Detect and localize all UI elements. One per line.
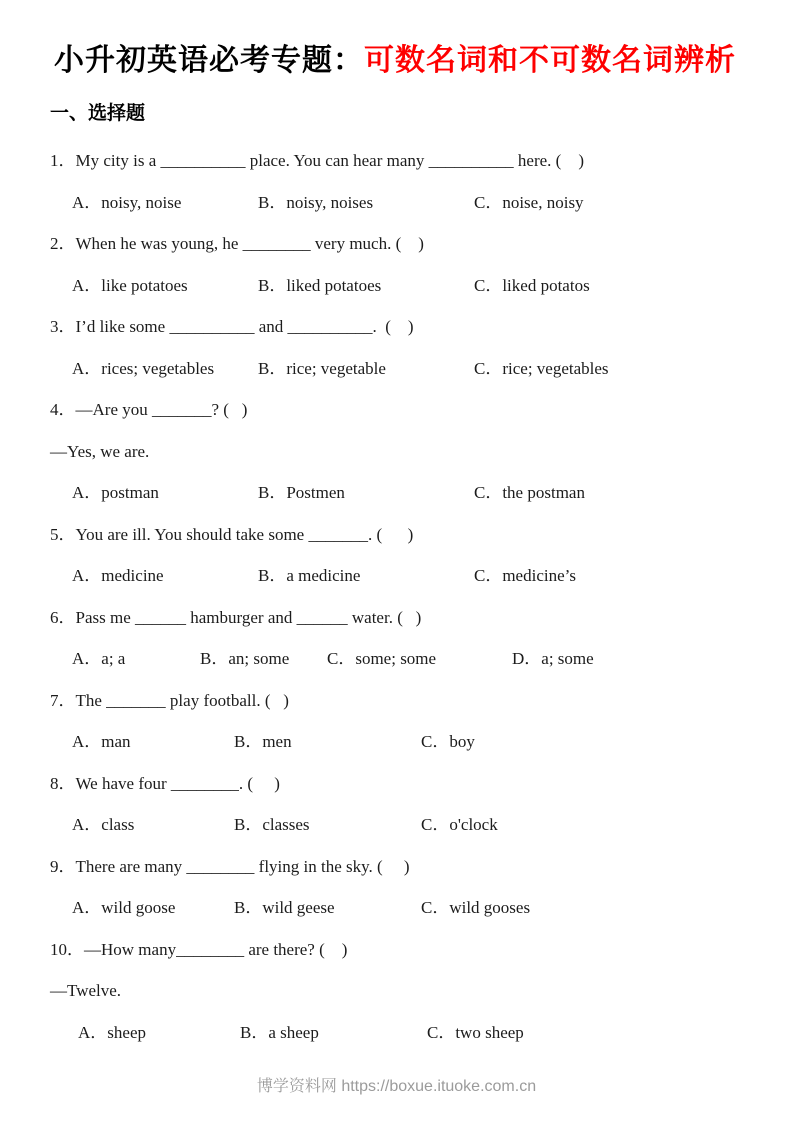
question-9-text: 9．There are many ________ flying in the sky. ( ) bbox=[50, 856, 410, 876]
option-5-b: B．a medicine bbox=[258, 566, 361, 585]
option-2-c: C．liked potatos bbox=[474, 275, 590, 295]
option-7-a: A．man bbox=[72, 732, 131, 751]
option-10-a: A．sheep bbox=[78, 1022, 146, 1042]
option-3-c: C．rice; vegetables bbox=[474, 358, 609, 378]
option-9-b: B．wild geese bbox=[234, 898, 335, 917]
option-5-c: C．medicine’s bbox=[474, 566, 576, 585]
option-9-a: A．wild goose bbox=[72, 898, 176, 917]
question-1-options bbox=[50, 190, 745, 216]
question-6-text: 6．Pass me ______ hamburger and ______ water. ( ) bbox=[50, 607, 422, 627]
option-7-c: C．boy bbox=[421, 732, 475, 751]
option-7-b: B．men bbox=[234, 732, 292, 751]
question-7-text: 7．The _______ play football. ( ) bbox=[50, 690, 289, 710]
option-9-c: C．wild gooses bbox=[421, 898, 531, 917]
option-4-c: C．the postman bbox=[474, 483, 585, 502]
page-title-red: 可数名词和不可数名词辨析 bbox=[364, 44, 736, 77]
option-8-c: C．o'clock bbox=[421, 815, 498, 834]
option-1-c: C．noise, noisy bbox=[474, 192, 584, 212]
question-10-options bbox=[50, 1020, 745, 1046]
question-6-options bbox=[50, 646, 745, 672]
question-4-reply: —Yes, we are. bbox=[50, 441, 150, 461]
option-2-a: A．like potatoes bbox=[72, 275, 188, 295]
question-7-options bbox=[50, 729, 745, 755]
page-footer: 博学资料网 https://boxue.ituoke.com.cn bbox=[256, 1078, 537, 1095]
question-5-options bbox=[50, 563, 745, 589]
question-8-text: 8．We have four ________. ( ) bbox=[50, 773, 280, 793]
page-title bbox=[54, 42, 745, 80]
option-1-a: A．noisy, noise bbox=[72, 192, 182, 212]
question-4-options bbox=[50, 480, 745, 506]
page-title-black: 小升初英语必考专题： bbox=[54, 44, 364, 77]
question-8-options bbox=[50, 812, 745, 838]
section-heading: 一、选择题 bbox=[50, 103, 146, 124]
option-3-b: B．rice; vegetable bbox=[258, 358, 386, 378]
option-8-a: A．class bbox=[72, 815, 135, 834]
question-2-text: 2．When he was young, he ________ very much. ( ) bbox=[50, 234, 424, 253]
option-6-d: D．a; some bbox=[512, 649, 594, 668]
question-2-options bbox=[50, 273, 745, 299]
question-10-text: 10．—How many________ are there? ( ) bbox=[50, 939, 348, 959]
option-3-a: A．rices; vegetables bbox=[72, 358, 215, 378]
option-5-a: A．medicine bbox=[72, 566, 164, 585]
option-8-b: B．classes bbox=[234, 815, 310, 834]
option-6-c: C．some; some bbox=[327, 649, 437, 668]
question-9-options bbox=[50, 895, 745, 921]
question-3-text: 3．I’d like some __________ and __________. ( ) bbox=[50, 317, 414, 336]
option-6-a: A．a; a bbox=[72, 649, 126, 668]
option-4-a: A．postman bbox=[72, 483, 159, 502]
option-1-b: B．noisy, noises bbox=[258, 192, 374, 212]
question-3-options bbox=[50, 356, 745, 382]
option-10-c: C．two sheep bbox=[427, 1022, 524, 1042]
option-6-b: B．an; some bbox=[200, 649, 290, 668]
option-4-b: B．Postmen bbox=[258, 483, 345, 502]
option-10-b: B．a sheep bbox=[240, 1022, 319, 1042]
question-4-text: 4．—Are you _______? ( ) bbox=[50, 400, 248, 419]
question-10-reply: —Twelve. bbox=[50, 981, 122, 1000]
question-5-text: 5．You are ill. You should take some _______. ( ) bbox=[50, 524, 414, 544]
option-2-b: B．liked potatoes bbox=[258, 275, 382, 295]
question-1-text: 1．My city is a __________ place. You can hear many __________ here. ( ) bbox=[50, 151, 584, 170]
